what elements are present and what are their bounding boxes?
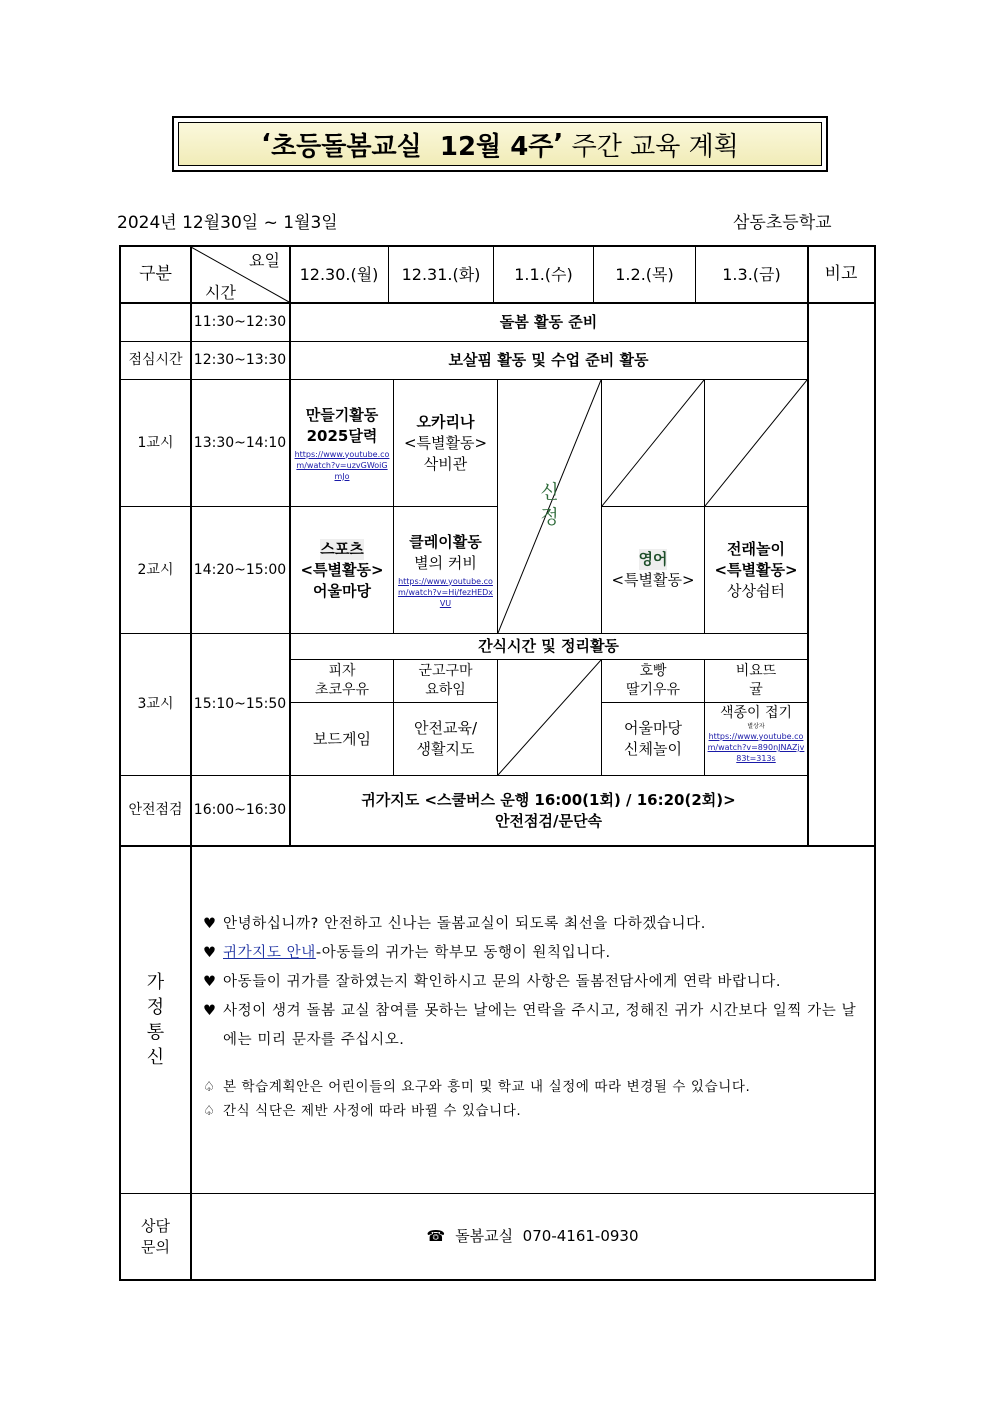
p2-fri-title: 전래놀이 <box>727 539 785 558</box>
day-thu: 1.2.(목) <box>615 265 674 284</box>
schedule-table <box>119 245 876 1281</box>
act-mon: 보드게임 <box>313 729 371 748</box>
heart-icon: ♥ <box>203 974 216 990</box>
act-tue: 안전교육/ 생활지도 <box>413 719 477 758</box>
p2-fri-place: 상상쉼터 <box>727 581 785 600</box>
p1-fri-empty <box>705 380 807 506</box>
snack-tue: 군고구마 요하임 <box>418 663 473 698</box>
snack-thu: 호빵 딸기우유 <box>625 663 681 698</box>
corner-day-label: 요일 <box>249 251 280 270</box>
p1-tue-tag: <특별활동> <box>403 433 488 452</box>
time-period-2: 14:20~15:00 <box>193 561 287 578</box>
time-lunch: 12:30~13:30 <box>193 352 287 368</box>
day-mon: 12.30.(월) <box>299 265 379 284</box>
p2-fri-tag: <특별활동> <box>714 560 798 579</box>
p1-mon-subtitle: 2025달력 <box>306 426 378 445</box>
col-note: 비고 <box>824 264 858 284</box>
label-period-3: 3교시 <box>137 696 174 712</box>
p2-thu-title: 영어 <box>638 550 668 568</box>
heart-icon: ♥ <box>203 1003 216 1019</box>
snack-fri: 비요뜨 귤 <box>735 663 777 698</box>
note-item: ♤ 본 학습계획안은 어린이들의 요구와 흥미 및 학교 내 실정에 따라 변경될 수 있습니다. <box>203 1075 863 1099</box>
phone-icon: ☎ <box>426 1227 446 1245</box>
homecoming-guide-link[interactable]: 귀가지도 안내 <box>223 945 316 961</box>
day-tue: 12.31.(화) <box>401 265 481 284</box>
p3-wed-empty <box>498 660 601 775</box>
p2-fri-cell <box>705 507 807 633</box>
col-category: 구분 <box>139 264 172 284</box>
heart-icon: ♥ <box>203 916 216 932</box>
act-thu: 어울마당 신체놀이 <box>624 719 682 758</box>
contact-phone: 돌봄교실 070-4161-0930 <box>455 1227 639 1245</box>
act-fri-youtube-link[interactable]: https://www.youtube.com/watch?v=890nJNAZjv83t=313s <box>707 732 805 763</box>
notice-item: ♥ 안녕하십니까? 안전하고 신나는 돌봄교실이 되도록 최선을 다하겠습니다. <box>203 910 863 939</box>
label-safety: 안전점검 <box>128 802 183 818</box>
home-label: 가 정 통 신 <box>146 972 165 1068</box>
p3-header: 간식시간 및 정리활동 <box>478 637 619 655</box>
p2-mon-cell <box>291 507 393 633</box>
home-notice <box>203 910 863 1123</box>
heart-icon: ♥ <box>203 945 216 961</box>
period: 2024년 12월30일 ~ 1월3일 <box>117 213 338 233</box>
p2-thu-cell <box>602 507 704 633</box>
day-fri: 1.3.(금) <box>722 265 781 284</box>
time-period-1: 13:30~14:10 <box>193 434 287 451</box>
act-fri: 색종이 접기 별상자 https://www.youtube.com/watch?v=890nJNAZjv83t=313s <box>707 705 805 763</box>
safety-activity: 귀가지도 <스쿨버스 운행 16:00(1회) / 16:20(2회)> 안전점검/문단속 <box>361 790 736 830</box>
spade-icon: ♤ <box>203 1079 216 1095</box>
spade-icon: ♤ <box>203 1103 216 1119</box>
notice-item: ♥ 사정이 생겨 돌봄 교실 참여를 못하는 날에는 연락을 주시고, 정해진 귀가 시간보다 일찍 가는 날에는 미리 문자를 주십시오. <box>203 997 863 1055</box>
time-period-3: 15:10~15:50 <box>193 696 287 712</box>
p2-tue-youtube-link[interactable]: https://www.youtube.com/watch?v=Hi/fezHEDxVU <box>397 576 494 608</box>
notice-item: ♥ 아동들이 귀가를 잘하였는지 확인하시고 문의 사항은 돌봄전담사에게 연락 바랍니다. <box>203 968 863 997</box>
label-period-2: 2교시 <box>137 561 174 578</box>
notice-item: ♥ 귀가지도 안내-아동들의 귀가는 학부모 동행이 원칙입니다. <box>203 939 863 968</box>
page-title: ‘ 초등돌봄교실 12월 4주 ’ 주간 교육 계획 <box>178 122 822 166</box>
snack-mon: 피자 초코우유 <box>314 663 370 698</box>
p1-tue-title: 오카리나 <box>416 412 475 431</box>
note-item: ♤ 간식 식단은 제반 사정에 따라 바뀔 수 있습니다. <box>203 1099 863 1123</box>
day-wed: 1.1.(수) <box>514 265 573 284</box>
label-lunch: 점심시간 <box>128 352 183 368</box>
p2-mon-place: 어울마당 <box>313 581 371 600</box>
contact-label: 상담 문의 <box>141 1216 170 1256</box>
school-name: 삼동초등학교 <box>733 213 832 233</box>
p1-tue-place: 삭비관 <box>423 454 468 473</box>
time-safety: 16:00~16:30 <box>193 802 287 818</box>
p1-mon-youtube-link[interactable]: https://www.youtube.com/watch?v=uzvGWoiGmJo <box>294 449 390 481</box>
p2-mon-tag: <특별활동> <box>300 560 384 579</box>
p2-tue-title: 클레이활동 <box>409 532 482 551</box>
p2-tue-cell <box>394 507 497 633</box>
p1-thu-empty <box>602 380 704 506</box>
corner-time-label: 시간 <box>205 283 236 302</box>
activity-prep: 돌봄 활동 준비 <box>499 312 598 331</box>
contact-info <box>191 1194 874 1279</box>
p1-tue-cell <box>394 380 497 506</box>
p2-mon-title: 스포츠 <box>320 539 364 558</box>
time-prep: 11:30~12:30 <box>193 313 287 330</box>
p2-tue-subtitle: 별의 커비 <box>414 553 477 572</box>
p1-mon-title: 만들기활동 <box>305 405 379 424</box>
title-box <box>172 116 828 172</box>
p1-mon-cell <box>291 380 393 506</box>
label-period-1: 1교시 <box>137 434 174 451</box>
activity-lunch: 보살핌 활동 및 수업 준비 활동 <box>448 351 649 369</box>
p2-thu-tag: <특별활동> <box>611 571 695 589</box>
holiday-label: 신 정 <box>540 481 559 528</box>
